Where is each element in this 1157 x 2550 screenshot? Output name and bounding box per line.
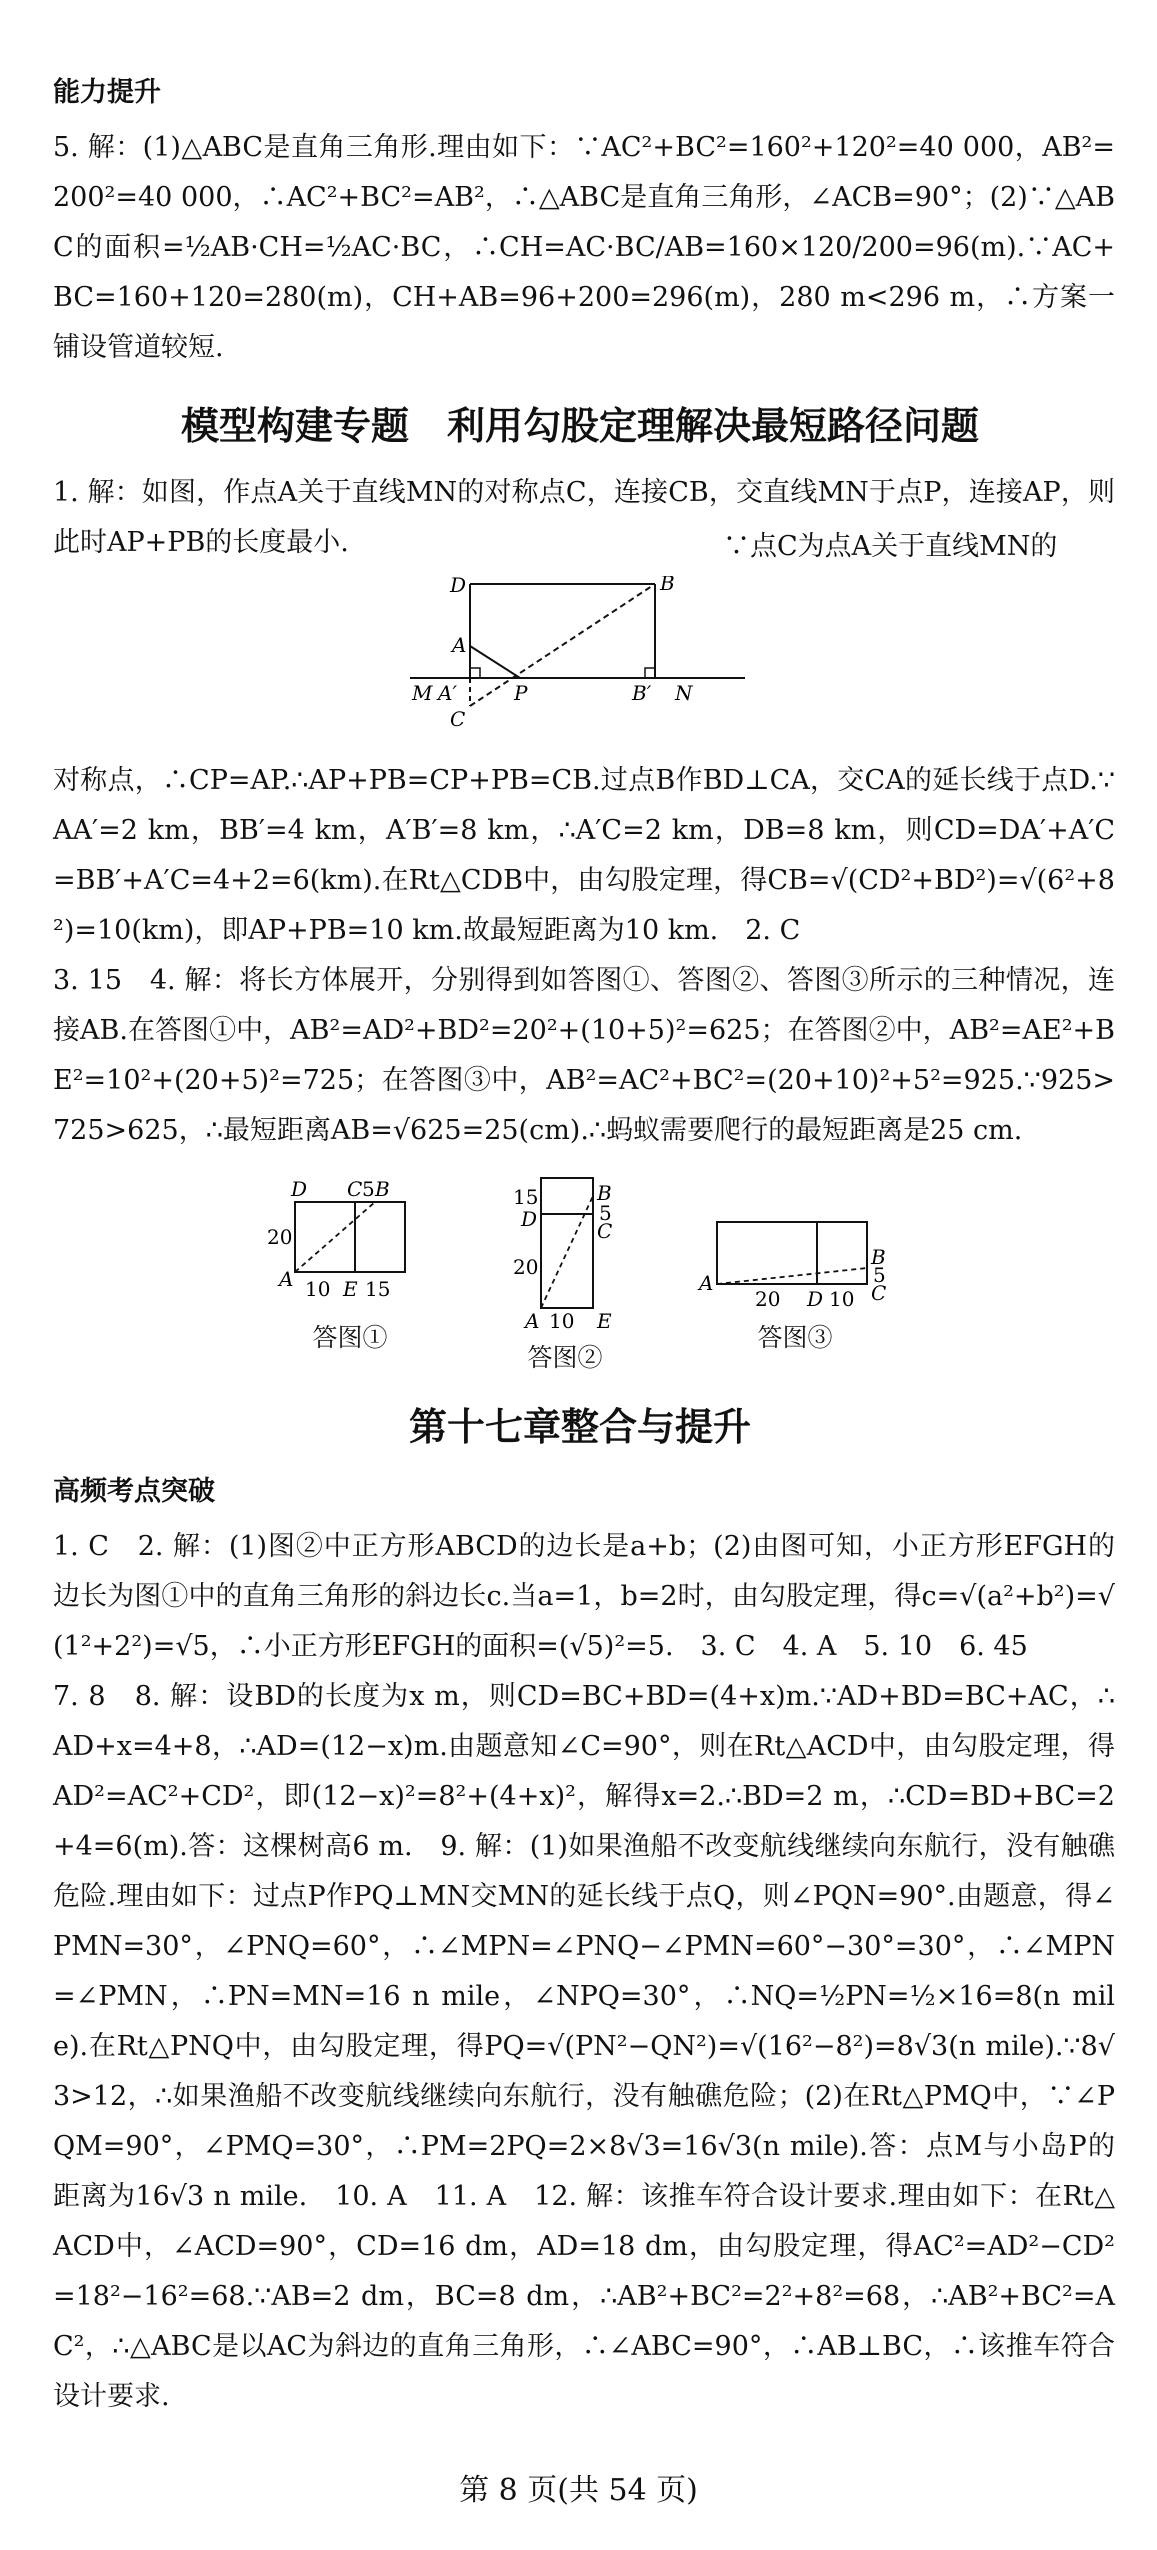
fig2-label-10: 10 xyxy=(549,1309,575,1333)
fig3-label-5: 5 xyxy=(873,1263,886,1287)
figure-1-caption: 答图① xyxy=(312,1323,388,1352)
label-b: B xyxy=(660,576,675,595)
fig2-label-c: C xyxy=(597,1219,613,1243)
fig2-label-20: 20 xyxy=(513,1255,539,1279)
right-angle-b xyxy=(645,668,655,678)
figure-mn-reflection xyxy=(45,531,1115,746)
answer-ability-5: 5. 解：(1)△ABC是直角三角形.理由如下：∵AC²+BC²=160²+120²=40 000，AB²=200²=40 000，∴AC²+BC²=AB²，∴△ABC是直角三角形，∠ACB=90°；(2)∵△ABC的面积=½AB·CH=½AC·BC，∴CH=AC·BC/AB=160×120/200=96(m).∵AC+BC=160+120=280(m)，CH+AB=96+200=296(m)，280 m<296 m，∴方案一铺设管道较短. xyxy=(53,132,1115,363)
label-p: P xyxy=(514,681,528,705)
fig1-label-a: A xyxy=(279,1267,294,1291)
segment-ap xyxy=(470,646,520,678)
fig3-label-a: A xyxy=(699,1271,714,1295)
label-b-prime: B′ xyxy=(632,681,652,705)
answer-model-1-text-a: 1. 解：如图，作点A关于直线MN的对称点C，连接CB，交直线MN于点P，连接AP，则此时AP+PB的长度最小. xyxy=(53,477,1115,558)
answer-page xyxy=(45,70,1115,2422)
fig3-rect xyxy=(717,1222,867,1284)
fig2-label-15: 15 xyxy=(513,1185,539,1209)
fig2-label-e: E xyxy=(597,1309,612,1333)
fig1-label-c: C xyxy=(347,1177,363,1201)
fig1-label-e: E xyxy=(343,1277,358,1301)
fig2-path-ab xyxy=(541,1196,593,1308)
figure-3-caption: 答图③ xyxy=(757,1323,833,1352)
fig3-label-b: B xyxy=(871,1245,886,1269)
mn-diagram xyxy=(410,576,750,746)
figure-2-svg xyxy=(505,1174,625,1334)
fig3-path-ab xyxy=(717,1268,867,1284)
fig1-rect xyxy=(295,1202,405,1272)
label-a-prime: A′ xyxy=(438,681,457,705)
fig1-label-20: 20 xyxy=(267,1225,293,1249)
answer-model-1-text-b: ∵点C为点A关于直线MN的 xyxy=(723,531,1058,562)
figure-3-svg xyxy=(695,1174,895,1314)
page-footer: 第 8 页(共 54 页) xyxy=(459,2473,698,2508)
label-m: M xyxy=(412,681,433,705)
section-freq-label: 高频考点突破 xyxy=(53,1476,215,1507)
right-angle-a xyxy=(470,668,480,678)
segment-cb xyxy=(470,584,655,706)
label-c: C xyxy=(450,707,466,731)
fig1-path-ab xyxy=(295,1202,375,1272)
answer-model-1-part-c: 对称点，∴CP=AP.∴AP+PB=CP+PB=CB.过点B作BD⊥CA，交CA的延长线于点D.∵AA′=2 km，BB′=4 km，A′B′=8 km，∴A′C=2 km，DB=8 km，则CD=DA′+A′C=BB′+A′C=4+2=6(km).在Rt△CDB中，由勾股定理，得CB=√(CD²+BD²)=√(6²+8²)=10(km)，即AP+PB=10 km.故最短距离为10 km. 2. C xyxy=(53,765,1115,946)
chapter-title: 第十七章整合与提升 xyxy=(408,1405,751,1449)
fig2-label-5: 5 xyxy=(599,1201,612,1225)
label-n: N xyxy=(675,681,693,705)
fig3-label-c: C xyxy=(871,1281,887,1305)
label-a: A xyxy=(452,633,467,657)
fig1-label-b: B xyxy=(375,1177,390,1201)
fig1-label-5: 5 xyxy=(362,1177,375,1201)
figure-1 xyxy=(265,1174,435,1374)
fig1-label-d: D xyxy=(291,1177,308,1201)
fig3-label-d: D xyxy=(807,1287,824,1311)
figure-1-svg xyxy=(265,1174,435,1314)
figure-2 xyxy=(505,1174,625,1374)
fig2-label-b: B xyxy=(597,1181,612,1205)
figure-row-cuboid xyxy=(45,1174,1115,1374)
figure-3 xyxy=(695,1174,895,1374)
fig1-label-10: 10 xyxy=(305,1277,331,1301)
section-ability-label: 能力提升 xyxy=(53,77,161,108)
label-d: D xyxy=(450,576,467,597)
fig2-rect xyxy=(541,1178,593,1308)
fig2-label-a: A xyxy=(525,1309,540,1333)
figure-2-caption: 答图② xyxy=(527,1343,603,1372)
fig2-label-d: D xyxy=(521,1207,538,1231)
fig3-label-10: 10 xyxy=(829,1287,855,1311)
answer-freq-1-6: 1. C 2. 解：(1)图②中正方形ABCD的边长是a+b；(2)由图可知，小正方形EFGH的边长为图①中的直角三角形的斜边长c.当a=1，b=2时，由勾股定理，得c=√(a²+b²)=√(1²+2²)=√5，∴小正方形EFGH的面积=(√5)²=5. 3. C 4. A 5. 10 6. 45 xyxy=(53,1531,1115,1662)
model-section-title: 模型构建专题 利用勾股定理解决最短路径问题 xyxy=(180,404,979,448)
answer-model-3-4: 3. 15 4. 解：将长方体展开，分别得到如答图①、答图②、答图③所示的三种情况，连接AB.在答图①中，AB²=AD²+BD²=20²+(10+5)²=625；在答图②中，AB²=AE²+BE²=10²+(20+5)²=725；在答图③中，AB²=AC²+BC²=(20+10)²+5²=925.∵925>725>625，∴最短距离AB=√625=25(cm).∴蚂蚁需要爬行的最短距离是25 cm. xyxy=(53,965,1115,1146)
fig1-label-15: 15 xyxy=(365,1277,391,1301)
fig3-label-20: 20 xyxy=(755,1287,781,1311)
answer-freq-7-12: 7. 8 8. 解：设BD的长度为x m，则CD=BC+BD=(4+x)m.∵AD+BD=BC+AC，∴AD+x=4+8，∴AD=(12−x)m.由题意知∠C=90°，则在Rt△ACD中，由勾股定理，得AD²=AC²+CD²，即(12−x)²=8²+(4+x)²，解得x=2.∴BD=2 m，∴CD=BD+BC=2+4=6(m).答：这棵树高6 m. 9. 解：(1)如果渔船不改变航线继续向东航行，没有触礁危险.理由如下：过点P作PQ⊥MN交MN的延长线于点Q，则∠PQN=90°.由题意，得∠PMN=30°，∠PNQ=60°，∴∠MPN=∠PNQ−∠PMN=60°−30°=30°，∴∠MPN=∠PMN，∴PN=MN=16 n mile，∠NPQ=30°，∴NQ=½PN=½×16=8(n mile).在Rt△PNQ中，由勾股定理，得PQ=√(PN²−QN²)=√(16²−8²)=8√3(n mile).∵8√3>12，∴如果渔船不改变航线继续向东航行，没有触礁危险；(2)在Rt△PMQ中，∵∠PQM=90°，∠PMQ=30°，∴PM=2PQ=2×8√3=16√3(n mile).答：点M与小岛P的距离为16√3 n mile. 10. A 11. A 12. 解：该推车符合设计要求.理由如下：在Rt△ACD中，∠ACD=90°，CD=16 dm，AD=18 dm，由勾股定理，得AC²=AD²−CD²=18²−16²=68.∵AB=2 dm，BC=8 dm，∴AB²+BC²=2²+8²=68，∴AB²+BC²=AC²，∴△ABC是以AC为斜边的直角三角形，∴∠ABC=90°，∴AB⊥BC，∴该推车符合设计要求. xyxy=(53,1681,1115,2412)
